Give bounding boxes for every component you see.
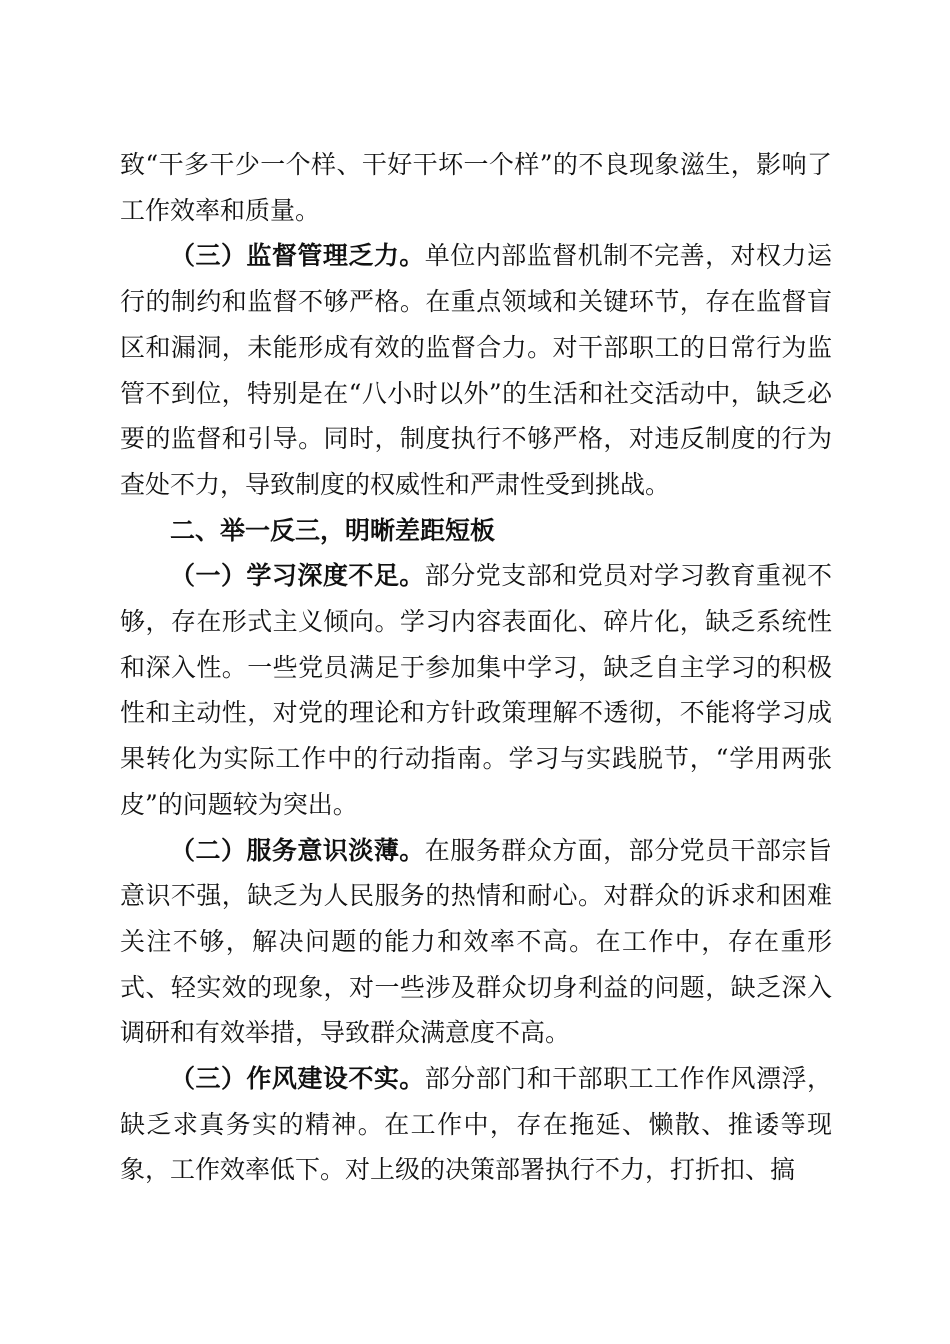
paragraph-text: 单位内部监督机制不完善，对权力运行的制约和监督不够严格。在重点领域和关键环节，存在监督盲区和漏洞，未能形成有效的监督合力。对干部职工的日常行为监管不到位，特别是在“八小时以外”的生活和社交活动中，缺乏必要的监督和引导。同时，制度执行不够严格，对违反制度的行为查处不力，导致制度的权威性和严肃性受到挑战。	[120, 241, 832, 499]
paragraph-text: 部分党支部和党员对学习教育重视不够，存在形式主义倾向。学习内容表面化、碎片化，缺乏系统性和深入性。一些党员满足于参加集中学习，缺乏自主学习的积极性和主动性，对党的理论和方针政策理解不透彻，不能将学习成果转化为实际工作中的行动指南。学习与实践脱节，“学用两张皮”的问题较为突出。	[120, 561, 832, 819]
document-page	[120, 142, 832, 1193]
paragraph-text: 在服务群众方面，部分党员干部宗旨意识不强，缺乏为人民服务的热情和耐心。对群众的诉求和困难关注不够，解决问题的能力和效率不高。在工作中，存在重形式、轻实效的现象，对一些涉及群众切身利益的问题，缺乏深入调研和有效举措，导致群众满意度不高。	[120, 835, 832, 1048]
paragraph-lead: （二）服务意识淡薄。	[170, 835, 425, 865]
paragraph-lead: （三）监督管理乏力。	[170, 241, 425, 271]
paragraph-study	[120, 553, 832, 827]
paragraph-text: 致“干多干少一个样、干好干坏一个样”的不良现象滋生，影响了工作效率和质量。	[120, 150, 832, 225]
section-heading: 二、举一反三，明晰差距短板	[170, 515, 496, 545]
paragraph-text: 部分部门和干部职工工作作风漂浮，缺乏求真务实的精神。在工作中，存在拖延、懒散、推诿等现象，工作效率低下。对上级的决策部署执行不力，打折扣、搞	[120, 1064, 832, 1185]
paragraph-supervision	[120, 233, 832, 507]
paragraph-service	[120, 828, 832, 1057]
paragraph-lead: （一）学习深度不足。	[170, 561, 425, 591]
paragraph-lead: （三）作风建设不实。	[170, 1064, 425, 1094]
paragraph-continued	[120, 142, 832, 233]
paragraph-style	[120, 1056, 832, 1193]
